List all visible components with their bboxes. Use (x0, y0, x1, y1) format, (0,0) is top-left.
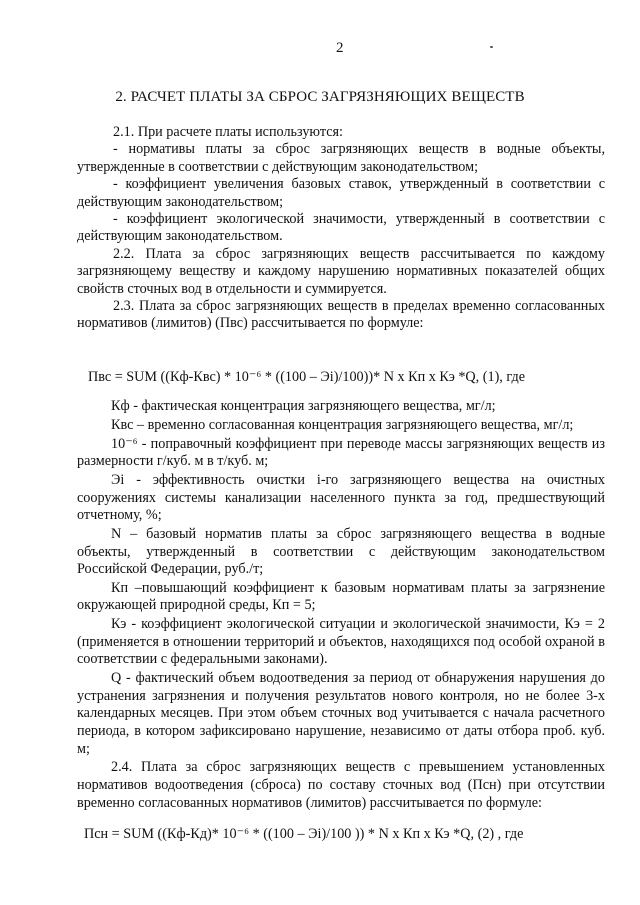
definitions-block (77, 398, 605, 813)
formula-1: Пвс = SUM ((Кф-Квс) * 10⁻⁶ * ((100 – Эi)/100))* N x Кп x Кэ *Q, (1), где (88, 369, 526, 385)
scan-speck (490, 46, 493, 48)
def-ke: Кэ - коэффициент экологической ситуации и экологической значимости, Кэ = 2 (применяется в отношении территорий и объектов, находящихся под особой охраной в соответствии с федеральными законами). (77, 616, 605, 668)
paragraph-2-4: 2.4. Плата за сброс загрязняющих веществ с превышением установленных нормативов водоотведения (сброса) по составу сточных вод (Псн) при отсутствии временно согласованных нормативов (лимитов) рассчитывается по формуле: (77, 759, 605, 811)
def-kp: Кп –повышающий коэффициент к базовым нормативам платы за загрязнение окружающей природной среды, Кп = 5; (77, 579, 605, 614)
def-base-norm: N – базовый норматив платы за сброс загрязняющего вещества в водные объекты, утвержденный в соответствии с действующим законодательством Российской Федерации, руб./т; (77, 525, 605, 578)
def-correction: 10⁻⁶ - поправочный коэффициент при переводе массы загрязняющих веществ из размерности г/куб. м в т/куб. м; (77, 435, 605, 470)
def-kvs: Квс – временно согласованная концентрация загрязняющего вещества, мг/л; (111, 416, 574, 433)
def-kf: Кф - фактическая концентрация загрязняющего вещества, мг/л; (111, 398, 496, 414)
formula-2: Псн = SUM ((Кф-Кд)* 10⁻⁶ * ((100 – Эi)/100 )) * N x Кп x Кэ *Q, (2) , где (84, 826, 524, 842)
section-title: 2. РАСЧЕТ ПЛАТЫ ЗА СБРОС ЗАГРЯЗНЯЮЩИХ ВЕЩЕСТВ (115, 89, 525, 105)
def-efficiency: Эi - эффективность очистки i-го загрязняющего вещества на очистных сооружениях системы канализации населенного пункта за год, предшествующий отчетному, %; (77, 471, 605, 524)
paragraph-2-2: 2.2. Плата за сброс загрязняющих веществ рассчитывается по каждому загрязняющему веществу и каждому нарушению нормативных показателей общих свойств сточных вод в отдельности и суммируется. (77, 245, 605, 297)
item-ecological-coefficient: - коэффициент экологической значимости, утвержденный в соответствии с действующим законодательством. (77, 211, 605, 245)
intro-block (77, 124, 605, 333)
item-coefficient-increase: - коэффициент увеличения базовых ставок, утвержденный в соответствии с действующим законодательством; (77, 176, 605, 210)
page-number: 2 (336, 40, 344, 56)
item-norms: - нормативы платы за сброс загрязняющих веществ в водные объекты, утвержденные в соответствии с действующим законодательством; (77, 141, 605, 175)
paragraph-2-1: 2.1. При расчете платы используются: (113, 124, 343, 140)
paragraph-2-3: 2.3. Плата за сброс загрязняющих веществ в пределах временно согласованных нормативов (лимитов) (Пвс) рассчитывается по формуле: (77, 298, 605, 332)
def-q: Q - фактический объем водоотведения за период от обнаружения нарушения до устранения загрязнения и получения результатов нового контроля, но не более 3-х календарных месяцев. При этом объем сточных вод учитывается с начала расчетного периода, в котором зафиксировано нарушение, независимо от даты отбора проб. куб. м; (77, 670, 605, 757)
